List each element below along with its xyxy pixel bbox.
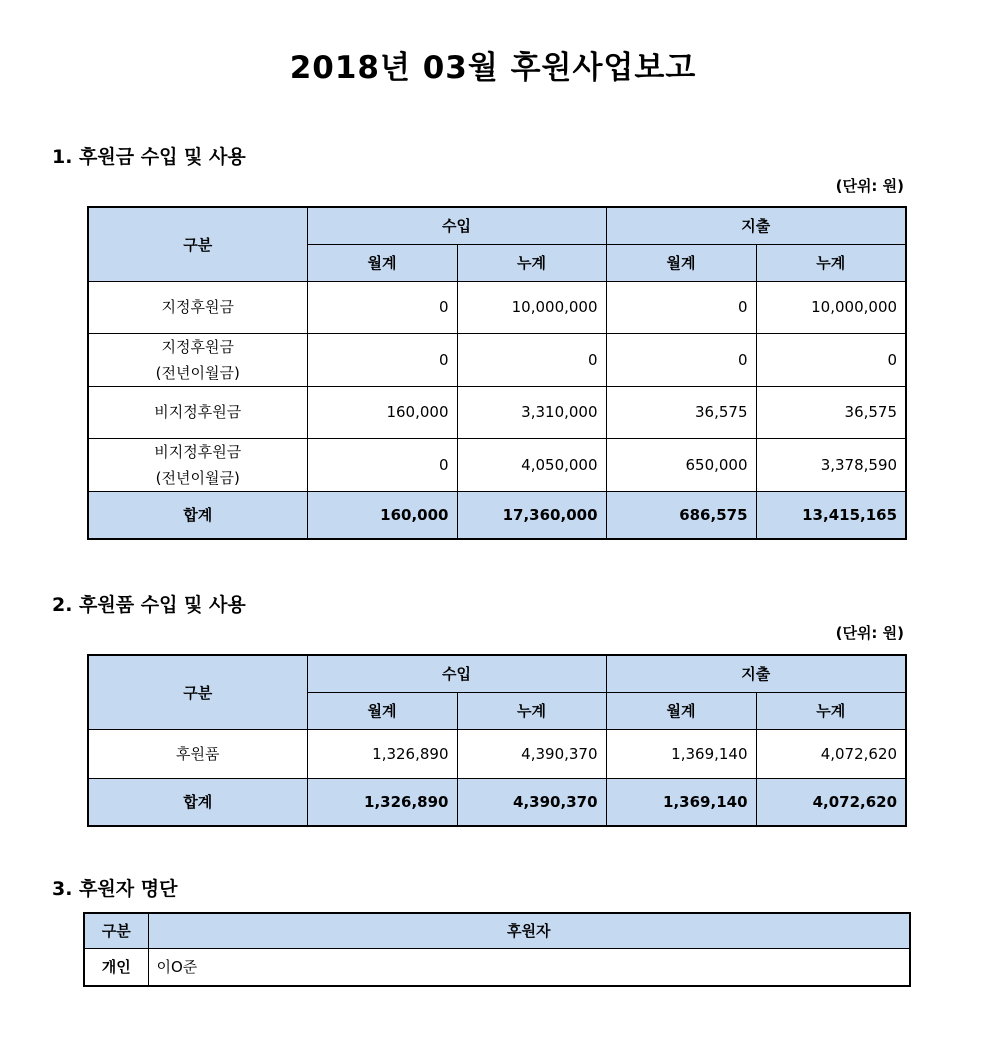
total-expense-cumulative: 13,415,165 [756, 491, 906, 539]
total-label: 합계 [88, 778, 307, 826]
section2-heading: 2. 후원품 수입 및 사용 [52, 594, 246, 616]
donor-header-category: 구분 [84, 913, 148, 948]
header-expense-cumulative: 누계 [756, 244, 906, 281]
total-income-cumulative: 4,390,370 [457, 778, 606, 826]
total-row [88, 778, 906, 826]
section1-heading: 1. 후원금 수입 및 사용 [52, 146, 246, 168]
row-label: 후원품 [88, 729, 307, 778]
header-income: 수입 [307, 207, 606, 244]
income-monthly-cell: 1,326,890 [307, 729, 457, 778]
donor-name-cell: 이O준 [148, 948, 910, 986]
expense-monthly-cell: 1,369,140 [606, 729, 756, 778]
table-row [88, 438, 906, 491]
income-monthly-cell: 0 [307, 333, 457, 386]
section2-unit: (단위: 원) [835, 624, 904, 642]
section1-unit: (단위: 원) [835, 177, 904, 195]
income-cumulative-cell: 0 [457, 333, 606, 386]
table-row [88, 729, 906, 778]
expense-monthly-cell: 0 [606, 333, 756, 386]
header-income-monthly: 월계 [307, 244, 457, 281]
header-expense-cumulative: 누계 [756, 692, 906, 729]
donor-table [83, 912, 911, 987]
expense-cumulative-cell: 10,000,000 [756, 281, 906, 333]
header-income-cumulative: 누계 [457, 244, 606, 281]
donor-header-name: 후원자 [148, 913, 910, 948]
donation-table [87, 206, 907, 540]
row-label: 지정후원금 [88, 281, 307, 333]
header-category: 구분 [88, 655, 307, 729]
header-income-cumulative: 누계 [457, 692, 606, 729]
header-expense-monthly: 월계 [606, 244, 756, 281]
row-label: 지정후원금 (전년이월금) [88, 333, 307, 386]
header-category: 구분 [88, 207, 307, 281]
total-expense-monthly: 686,575 [606, 491, 756, 539]
table-row [84, 948, 910, 986]
table-row [88, 281, 906, 333]
header-income-monthly: 월계 [307, 692, 457, 729]
row-label: 비지정후원금 [88, 386, 307, 438]
total-label: 합계 [88, 491, 307, 539]
income-monthly-cell: 0 [307, 281, 457, 333]
expense-monthly-cell: 650,000 [606, 438, 756, 491]
donor-type-cell: 개인 [84, 948, 148, 986]
total-expense-cumulative: 4,072,620 [756, 778, 906, 826]
income-cumulative-cell: 10,000,000 [457, 281, 606, 333]
header-expense-monthly: 월계 [606, 692, 756, 729]
income-cumulative-cell: 4,390,370 [457, 729, 606, 778]
table-row [88, 386, 906, 438]
expense-cumulative-cell: 0 [756, 333, 906, 386]
total-income-cumulative: 17,360,000 [457, 491, 606, 539]
header-income: 수입 [307, 655, 606, 692]
total-expense-monthly: 1,369,140 [606, 778, 756, 826]
section3-heading: 3. 후원자 명단 [52, 878, 178, 900]
row-label: 비지정후원금 (전년이월금) [88, 438, 307, 491]
goods-table [87, 654, 907, 827]
total-row [88, 491, 906, 539]
income-cumulative-cell: 3,310,000 [457, 386, 606, 438]
document-title: 2018년 03월 후원사업보고 [289, 50, 697, 86]
expense-monthly-cell: 36,575 [606, 386, 756, 438]
header-expense: 지출 [606, 207, 906, 244]
expense-cumulative-cell: 3,378,590 [756, 438, 906, 491]
total-income-monthly: 1,326,890 [307, 778, 457, 826]
total-income-monthly: 160,000 [307, 491, 457, 539]
header-expense: 지출 [606, 655, 906, 692]
table-row [88, 333, 906, 386]
income-monthly-cell: 160,000 [307, 386, 457, 438]
expense-monthly-cell: 0 [606, 281, 756, 333]
expense-cumulative-cell: 4,072,620 [756, 729, 906, 778]
income-monthly-cell: 0 [307, 438, 457, 491]
income-cumulative-cell: 4,050,000 [457, 438, 606, 491]
expense-cumulative-cell: 36,575 [756, 386, 906, 438]
